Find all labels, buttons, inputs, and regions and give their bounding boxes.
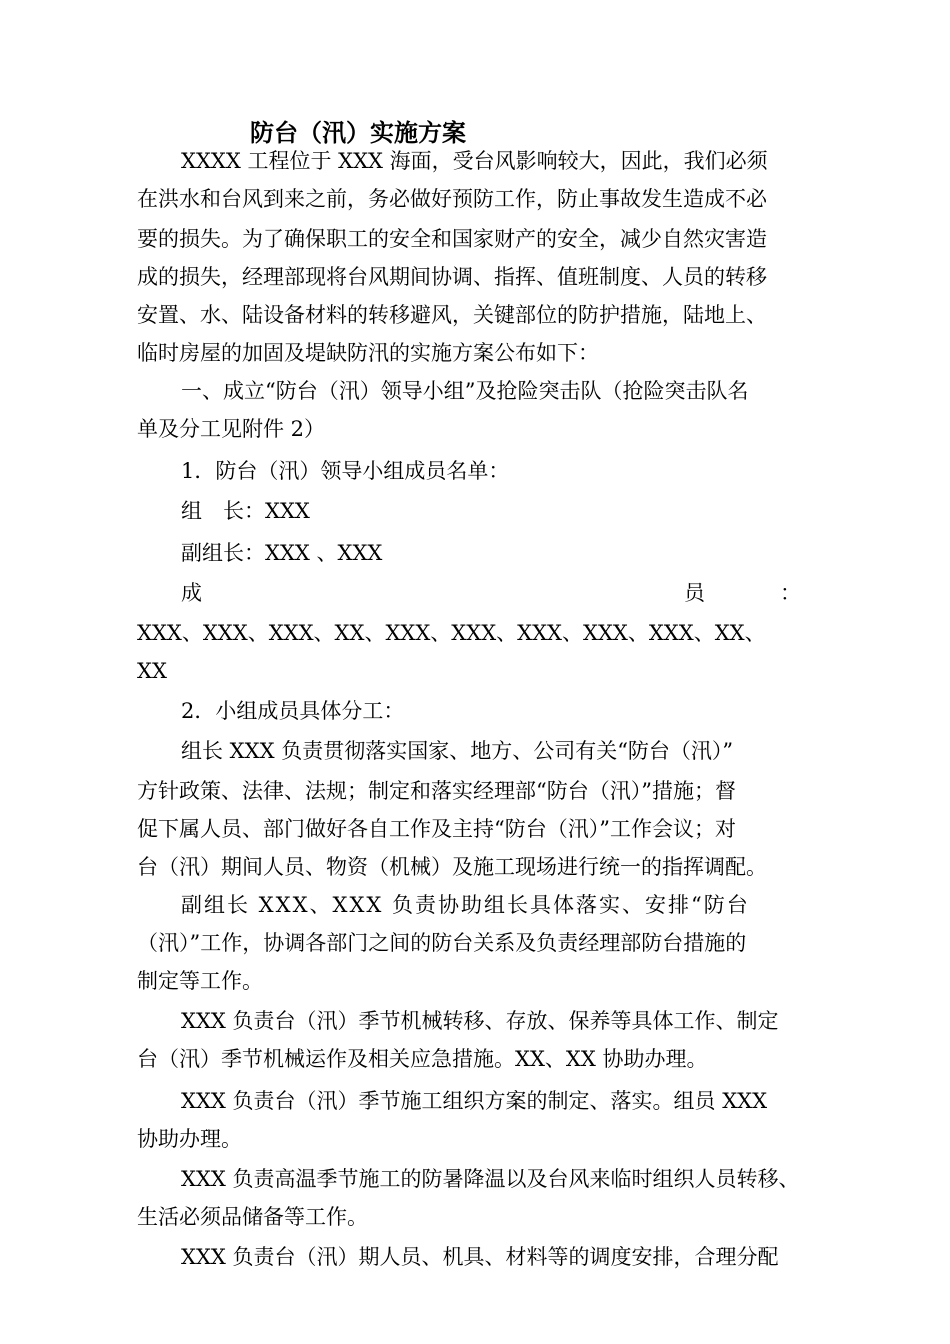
- paragraph-line: 台（汛）期间人员、物资（机械）及施工现场进行统一的指挥调配。: [137, 855, 767, 879]
- members-label-char: 成: [181, 581, 202, 605]
- paragraph-line: 台（汛）季节机械运作及相关应急措施。XX、XX 协助办理。: [137, 1047, 708, 1071]
- subsection-heading: 2．小组成员具体分工：: [181, 699, 405, 723]
- paragraph-line: 协助办理。: [137, 1127, 242, 1151]
- paragraph-line: 在洪水和台风到来之前，务必做好预防工作，防止事故发生造成不必: [137, 187, 767, 211]
- deputy-leader-line: 副组长：XXX 、XXX: [181, 541, 383, 565]
- section-heading-line: 一、成立“防台（汛）领导小组”及抢险突击队（抢险突击队名: [181, 379, 749, 403]
- paragraph-line: 促下属人员、部门做好各自工作及主持“防台（汛）”工作会议；对: [137, 817, 736, 841]
- paragraph-line: 制定等工作。: [137, 969, 263, 993]
- paragraph-line: 成的损失，经理部现将台风期间协调、指挥、值班制度、人员的转移: [137, 265, 767, 289]
- paragraph-line: 安置、水、陆设备材料的转移避风，关键部位的防护措施，陆地上、: [137, 303, 767, 327]
- members-list-line: XX: [137, 659, 167, 683]
- paragraph-line: 组长 XXX 负责贯彻落实国家、地方、公司有关“防台（汛）”: [181, 739, 734, 763]
- paragraph-line: 要的损失。为了确保职工的安全和国家财产的安全，减少自然灾害造: [137, 227, 767, 251]
- paragraph-line: XXXX 工程位于 XXX 海面，受台风影响较大，因此，我们必须: [181, 149, 768, 173]
- paragraph-line: 临时房屋的加固及堤缺防汛的实施方案公布如下：: [137, 341, 599, 365]
- paragraph-line: 副组长 XXX、XXX 负责协助组长具体落实、安排“防台: [181, 893, 750, 917]
- members-list-line: XXX、XXX、XXX、XX、XXX、XXX、XXX、XXX、XXX、XX、: [137, 621, 766, 645]
- paragraph-line: XXX 负责台（汛）期人员、机具、材料等的调度安排，合理分配: [181, 1245, 779, 1269]
- document-title: 防台（汛）实施方案: [250, 118, 466, 147]
- members-label-char: 员: [684, 581, 705, 605]
- subsection-heading: 1．防台（汛）领导小组成员名单：: [181, 459, 510, 483]
- paragraph-line: XXX 负责台（汛）季节机械转移、存放、保养等具体工作、制定: [181, 1009, 779, 1033]
- paragraph-line: 方针政策、法律、法规；制定和落实经理部“防台（汛）”措施；督: [137, 779, 736, 803]
- members-label-line: [181, 578, 801, 608]
- section-heading-line: 单及分工见附件 2）: [137, 417, 326, 441]
- paragraph-line: 生活必须品储备等工作。: [137, 1205, 368, 1229]
- paragraph-line: （汛）”工作，协调各部门之间的防台关系及负责经理部防台措施的: [137, 931, 747, 955]
- paragraph-line: XXX 负责台（汛）季节施工组织方案的制定、落实。组员 XXX: [181, 1089, 768, 1113]
- leader-line: 组 长：XXX: [181, 499, 310, 523]
- members-label-colon: ：: [780, 581, 801, 605]
- paragraph-line: XXX 负责高温季节施工的防暑降温以及台风来临时组织人员转移、: [181, 1167, 800, 1191]
